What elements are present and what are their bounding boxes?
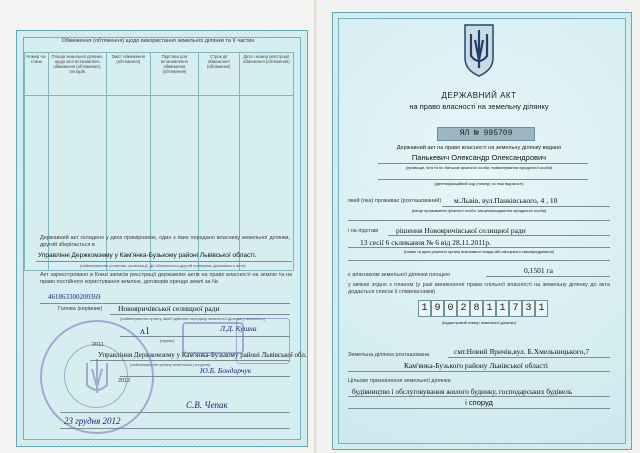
- land-office-org: Управління Держкомзему у Кам'янка-Бузькому районі Львівської обл.: [98, 351, 307, 359]
- cadastral-digit: 0: [444, 300, 457, 317]
- col-content: Зміст обмеження (обтяження): [106, 53, 150, 96]
- serial-number: ЯЛ № 995709: [437, 127, 535, 141]
- restrictions-table-title: Обмеження (обтяження) щодо використання земельної ділянки та її частин: [61, 38, 255, 44]
- boundaries-text: у межах згідно з планом (у разі виникнення права спільної власності на земельну ділянку до акта додається список її співвласників): [348, 282, 610, 295]
- area-label: є власником земельної ділянки площею: [348, 272, 451, 278]
- rectangular-stamp: [182, 322, 244, 354]
- signature-2: Ю.Б. Бондарчук: [200, 366, 252, 375]
- act-title: ДЕРЖАВНИЙ АКТ: [441, 91, 517, 100]
- council-caption: (найменування органу, який здійснив передачу земельної ділянки у власність): [120, 316, 266, 321]
- cadastral-number: [418, 300, 548, 317]
- land-office-caption: (найменування органу земельних ресурсів): [130, 362, 211, 367]
- cadastral-digit: 8: [470, 300, 483, 317]
- address-label: який (яка) проживає (розташований): [348, 198, 442, 204]
- official-seal-stamp: [40, 320, 154, 434]
- col-part-number: Номер ча-стини: [25, 53, 49, 96]
- cadastral-digit: 1: [535, 300, 548, 317]
- date-2: 2012: [118, 378, 131, 384]
- registration-number: 461863300200369: [48, 293, 101, 301]
- trident-stamp-icon: [82, 357, 112, 397]
- cadastral-digit: 2: [457, 300, 470, 317]
- council-name: Новояричівської селищної ради: [118, 304, 220, 313]
- signature-1: ᴧ1: [140, 326, 150, 337]
- col-area: Площа земельної ділянки, щодо якої встановлено обмеження (обтяження), гектарів: [48, 53, 106, 96]
- owner-caption: (прізвище, ім'я та по батькові фізичної особи, найменування юридичної особи): [405, 165, 553, 170]
- registration-paragraph: Акт зареєстровано в Книзі записів реєстрації державних актів на право власності на землю та на право постійного користування землею, договорів оренди землі за №: [40, 272, 292, 285]
- cadastral-caption: (кадастровий номер земельної ділянки): [442, 320, 516, 325]
- cadastral-digit: 1: [483, 300, 496, 317]
- basis-detail: 13 сесії 6 скликання № 6 від 28.11.2011р.: [360, 238, 492, 247]
- cadastral-digit: 3: [522, 300, 535, 317]
- signature-1-caption: (підпис): [160, 338, 175, 343]
- copies-paragraph: Державний акт складено у двох примірниках, один з яких передано власнику земельної ділянки, другий зберігається в: [40, 235, 290, 248]
- cadastral-digit: 7: [509, 300, 522, 317]
- col-basis: Підстави для встановлення обмеження (обтяження): [150, 53, 198, 96]
- right-page: [318, 0, 640, 453]
- basis-decision: рішення Новояричівської селищної ради: [396, 226, 526, 235]
- purpose-line1: будівництво і обслуговування жилого будинку, господарських будівель: [352, 387, 573, 396]
- date-1: 2011: [92, 342, 104, 348]
- registration-stamp: [236, 318, 290, 364]
- signature-3: С.В. Чепак: [186, 400, 228, 410]
- location-label: Земельна ділянка розташована: [348, 352, 430, 358]
- address-value: м.Львів, вул.Панківського, 4 , 10: [454, 196, 558, 205]
- owner-name: Панькевич Олександр Олександрович: [411, 153, 547, 162]
- basis-label: і на підставі: [348, 228, 379, 234]
- purpose-label: Цільове призначення земельної ділянки: [348, 378, 451, 384]
- issued-to-label: Державний акт на право власності на земельну ділянку видано: [396, 145, 562, 151]
- basis-caption: (назва та дата рішення органу виконавчої влади або місцевого самоврядування): [403, 249, 555, 254]
- keeper-org: Управлінні Держкомзему у Кам'янка-Бузькому районі Львівської області.: [38, 252, 257, 259]
- council-head-label: Голова (керівник): [58, 306, 103, 312]
- keeper-caption: (найменування установи, організації, де зберігається другий примірник державного акта): [80, 263, 246, 268]
- issue-date: 23 грудня 2012: [64, 416, 121, 426]
- ukraine-trident-emblem-icon: [462, 22, 496, 78]
- col-term: Строк дії обмеження (обтяження): [198, 53, 239, 96]
- address-caption: (місце проживання фізичної особи, місцезнаходження юридичної особи): [411, 208, 547, 213]
- col-registration: Дата і номер реєстрації обмеження (обтяження): [239, 53, 293, 96]
- act-subtitle: на право власності на земельну ділянку: [409, 102, 549, 111]
- left-page: [0, 0, 318, 453]
- location-line1: смт.Новий Яричів,вул. Б.Хмельницького,7: [454, 347, 590, 356]
- cadastral-digit: 1: [418, 300, 431, 317]
- location-line2: Кам'янка-Бузького району Львівської області: [404, 361, 548, 370]
- cadastral-digit: 9: [431, 300, 444, 317]
- signature-1-name: Л.Д. Кушна: [220, 324, 257, 333]
- cadastral-digit: 1: [496, 300, 509, 317]
- purpose-line2: і споруд: [465, 398, 493, 407]
- area-value: 0,1501 га: [524, 266, 553, 275]
- code-caption: (ідентифікаційний код (номер) та інші відомості): [434, 181, 524, 186]
